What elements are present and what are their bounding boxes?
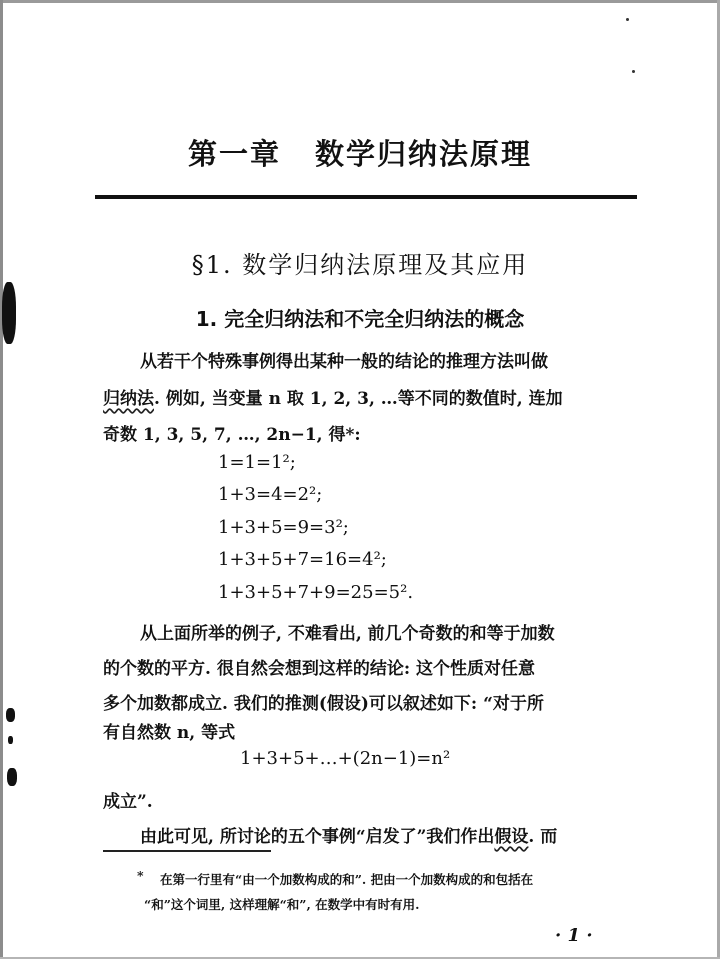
chapter-number: 第一章 xyxy=(187,137,281,171)
footnote-rule xyxy=(103,850,271,852)
scan-border-top xyxy=(0,0,720,3)
paragraph-line: 的个数的平方. 很自然会想到这样的结论: 这个性质对任意 xyxy=(103,659,536,679)
paragraph-line-post: . 而 xyxy=(528,827,558,847)
paragraph-line: 从若干个特殊事例得出某种一般的结论的推理方法叫做 xyxy=(140,352,548,372)
term-induction: 归纳法 xyxy=(103,389,154,409)
paragraph-line: 从上面所举的例子, 不难看出, 前几个奇数的和等于加数 xyxy=(140,624,555,644)
paragraph-line: 多个加数都成立. 我们的推测(假设)可以叙述如下: “对于所 xyxy=(103,694,544,714)
scan-smudge xyxy=(8,736,13,744)
footnote-line: 在第一行里有“由一个加数构成的和”. 把由一个加数构成的和包括在 xyxy=(160,872,534,887)
section-title: §1. 数学归纳法原理及其应用 xyxy=(191,251,529,279)
equation-3: 1+3+5=9=3²; xyxy=(218,517,349,538)
subsection-title: 1. 完全归纳法和不完全归纳法的概念 xyxy=(195,307,525,331)
equation-4: 1+3+5+7=16=4²; xyxy=(218,549,387,570)
main-equation: 1+3+5+…+(2n−1)=n² xyxy=(240,748,451,769)
paragraph-line-pre: 由此可见, 所讨论的五个事例“启发了”我们作出 xyxy=(140,827,495,847)
term-hypothesis: 假设 xyxy=(494,827,529,847)
scan-smudge xyxy=(7,768,17,786)
scan-smudge xyxy=(6,708,15,722)
paragraph-line xyxy=(140,822,557,847)
chapter-title-rule xyxy=(95,195,637,199)
equation-2: 1+3=4=2²; xyxy=(218,484,323,505)
footnote-marker: * xyxy=(137,868,144,883)
paragraph-line: 成立”. xyxy=(103,792,153,812)
scan-speck xyxy=(632,70,635,73)
paragraph-line: 有自然数 n, 等式 xyxy=(103,723,236,743)
paragraph-line: 奇数 1, 3, 5, 7, …, 2n−1, 得*: xyxy=(103,425,361,445)
paragraph-line xyxy=(103,384,563,409)
chapter-title xyxy=(0,132,720,173)
equation-1: 1=1=1²; xyxy=(218,452,296,473)
chapter-name: 数学归纳法原理 xyxy=(315,137,533,171)
paragraph-line-rest: . 例如, 当变量 n 取 1, 2, 3, …等不同的数值时, 连加 xyxy=(154,389,563,409)
footnote-line: “和”这个词里, 这样理解“和”, 在数学中有时有用. xyxy=(144,897,420,912)
page-number: · 1 · xyxy=(555,925,593,946)
equation-5: 1+3+5+7+9=25=5². xyxy=(218,582,414,603)
scan-speck xyxy=(626,18,629,21)
